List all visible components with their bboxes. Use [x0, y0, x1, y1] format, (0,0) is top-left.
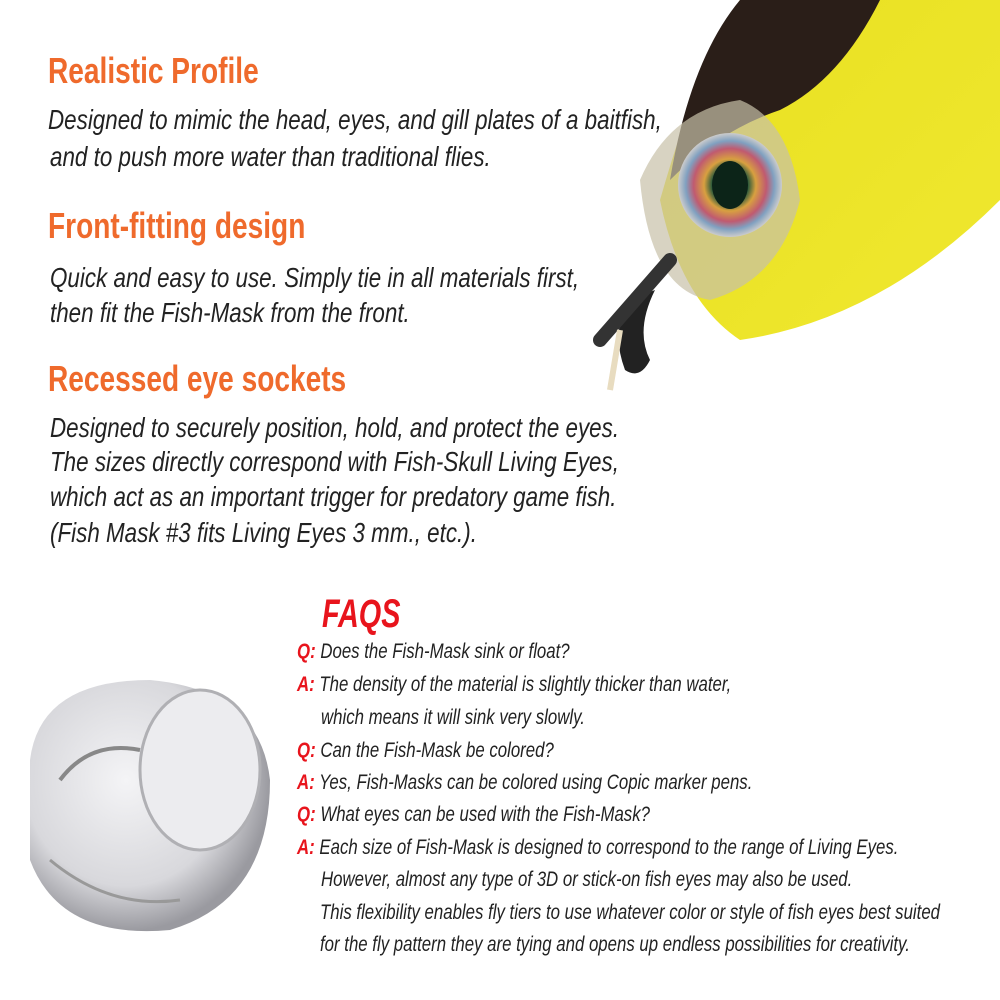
faq-answer: A: Each size of Fish-Mask is designed to correspond to the range of Living Eyes.	[297, 836, 899, 859]
body-text: (Fish Mask #3 fits Living Eyes 3 mm., etc.).	[50, 517, 477, 548]
heading-recessed-eye-sockets: Recessed eye sockets	[48, 358, 347, 399]
body-text: which act as an important trigger for predatory game fish.	[50, 481, 617, 512]
faq-question: Q: Does the Fish-Mask sink or float?	[297, 640, 570, 663]
body-text: then fit the Fish-Mask from the front.	[50, 297, 410, 328]
heading-realistic-profile: Realistic Profile	[48, 50, 259, 91]
body-text: The sizes directly correspond with Fish-Skull Living Eyes,	[50, 446, 619, 477]
faq-answer-cont: This flexibility enables fly tiers to use whatever color or style of fish eyes best suited	[320, 901, 941, 924]
faq-title: FAQS	[322, 592, 401, 636]
body-text: Quick and easy to use. Simply tie in all materials first,	[50, 262, 580, 293]
body-text: Designed to mimic the head, eyes, and gill plates of a baitfish,	[48, 104, 662, 135]
faq-answer-cont: for the fly pattern they are tying and opens up endless possibilities for creativity.	[320, 933, 910, 956]
body-text: Designed to securely position, hold, and protect the eyes.	[50, 412, 620, 443]
faq-answer: A: The density of the material is slightly thicker than water,	[297, 673, 732, 696]
body-text: and to push more water than traditional flies.	[50, 141, 491, 172]
a-tag: A:	[297, 673, 315, 696]
faq-question: Q: Can the Fish-Mask be colored?	[297, 739, 554, 762]
fish-fly-photo	[580, 0, 1000, 400]
fish-mask-photo	[0, 640, 300, 960]
faq-question: Q: What eyes can be used with the Fish-Mask?	[297, 803, 650, 826]
faq-answer-cont: However, almost any type of 3D or stick-on fish eyes may also be used.	[321, 868, 853, 891]
faq-answer: A: Yes, Fish-Masks can be colored using Copic marker pens.	[297, 771, 753, 794]
heading-front-fitting-design: Front-fitting design	[48, 205, 306, 246]
faq-answer-cont: which means it will sink very slowly.	[321, 706, 585, 729]
q-tag: Q:	[297, 640, 316, 663]
